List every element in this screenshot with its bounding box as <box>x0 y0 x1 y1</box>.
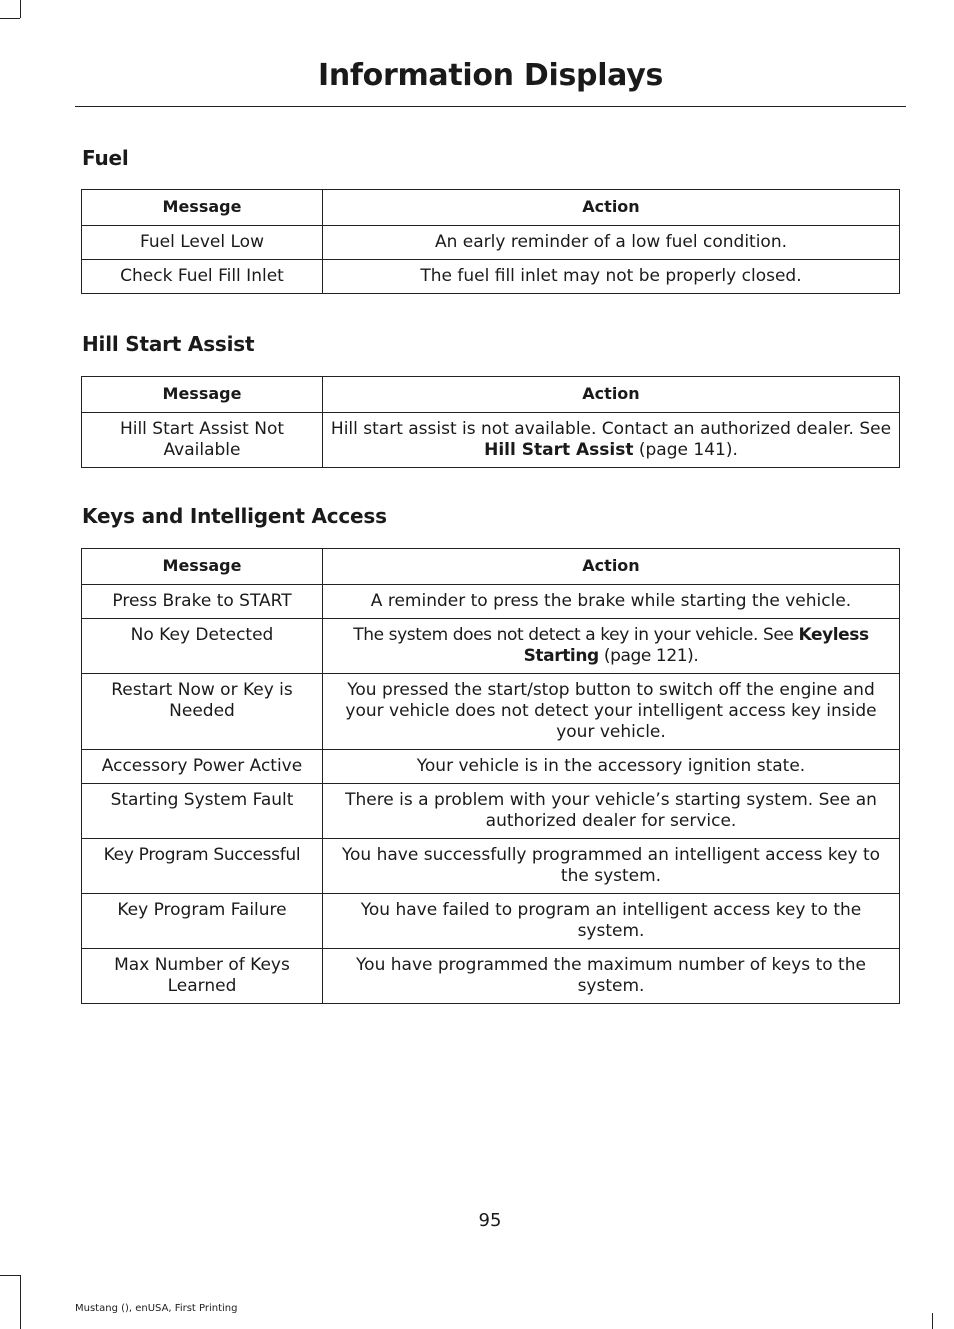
message-cell: Max Number of Keys Learned <box>82 949 323 1004</box>
action-cell: An early reminder of a low fuel condition. <box>323 226 900 260</box>
column-header-message: Message <box>82 377 323 413</box>
keys-intelligent-access-table <box>81 548 900 1004</box>
message-cell: Accessory Power Active <box>82 750 323 784</box>
action-cell: Your vehicle is in the accessory ignition state. <box>323 750 900 784</box>
table-row <box>82 894 900 949</box>
table-header-row <box>82 190 900 226</box>
message-cell: Hill Start Assist Not Available <box>82 413 323 468</box>
action-cell: You pressed the start/stop button to switch off the engine and your vehicle does not detect your intelligent access key inside your vehicle. <box>323 674 900 750</box>
message-cell: Fuel Level Low <box>82 226 323 260</box>
message-cell: Check Fuel Fill Inlet <box>82 260 323 294</box>
message-cell: No Key Detected <box>82 619 323 674</box>
table-header-row <box>82 549 900 585</box>
message-cell: Key Program Successful <box>82 839 323 894</box>
page-reference: (page 121). <box>598 646 699 666</box>
column-header-action: Action <box>323 377 900 413</box>
page-number: 95 <box>478 1210 502 1231</box>
action-cell: There is a problem with your vehicle’s starting system. See an authorized dealer for service. <box>323 784 900 839</box>
table-row <box>82 839 900 894</box>
page-title: Information Displays <box>317 58 664 93</box>
message-cell: Starting System Fault <box>82 784 323 839</box>
table-row <box>82 413 900 468</box>
crop-mark <box>0 18 20 19</box>
crop-mark <box>20 0 21 18</box>
table-row <box>82 585 900 619</box>
action-cell: You have successfully programmed an intelligent access key to the system. <box>323 839 900 894</box>
action-cell: You have failed to program an intelligent access key to the system. <box>323 894 900 949</box>
cross-reference-link[interactable]: Hill Start Assist <box>484 440 634 460</box>
edition-footer: Mustang (), enUSA, First Printing <box>75 1303 238 1314</box>
cross-reference-link[interactable]: Keyless Starting <box>523 625 869 666</box>
section-heading-keys-intelligent-access: Keys and Intelligent Access <box>82 504 387 528</box>
action-text: Hill start assist is not available. Contact an authorized dealer. See <box>330 419 892 439</box>
message-cell: Press Brake to START <box>82 585 323 619</box>
column-header-action: Action <box>323 549 900 585</box>
action-cell <box>323 619 900 674</box>
crop-mark <box>0 1275 20 1276</box>
table-row <box>82 619 900 674</box>
table-header-row <box>82 377 900 413</box>
section-heading-fuel: Fuel <box>82 146 129 170</box>
section-heading-hill-start-assist: Hill Start Assist <box>82 332 255 356</box>
table-row <box>82 949 900 1004</box>
title-divider <box>75 106 906 107</box>
column-header-action: Action <box>323 190 900 226</box>
action-cell: A reminder to press the brake while starting the vehicle. <box>323 585 900 619</box>
message-cell: Restart Now or Key is Needed <box>82 674 323 750</box>
table-row <box>82 784 900 839</box>
table-row <box>82 674 900 750</box>
action-cell <box>323 413 900 468</box>
crop-mark <box>932 1313 933 1329</box>
table-row <box>82 750 900 784</box>
action-cell: You have programmed the maximum number of keys to the system. <box>323 949 900 1004</box>
fuel-table <box>81 189 900 294</box>
column-header-message: Message <box>82 549 323 585</box>
column-header-message: Message <box>82 190 323 226</box>
page-reference: (page 141). <box>633 440 738 460</box>
message-cell: Key Program Failure <box>82 894 323 949</box>
table-row <box>82 226 900 260</box>
action-text: The system does not detect a key in your vehicle. See <box>353 625 799 645</box>
table-row <box>82 260 900 294</box>
action-cell: The fuel fill inlet may not be properly closed. <box>323 260 900 294</box>
crop-mark <box>20 1275 21 1329</box>
hill-start-assist-table <box>81 376 900 468</box>
